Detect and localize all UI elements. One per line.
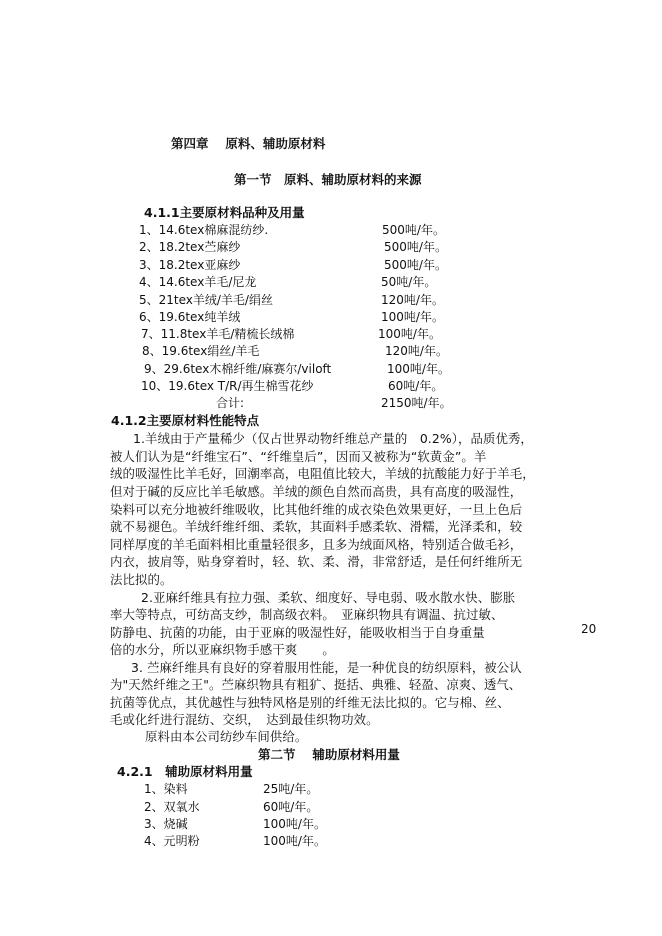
paragraph-line: 1.羊绒由于产量稀少（仅占世界动物纤维总产量的 0.2%），品质优秀， bbox=[133, 431, 533, 446]
paragraph-line: 内衣，披肩等，贴身穿着时，轻、软、柔、滑，非常舒适，是任何纤维所无 bbox=[110, 554, 523, 569]
sub411-title: 4.1.1主要原材料品种及用量 bbox=[144, 205, 305, 220]
paragraph-line: 防静电、抗菌的功能，由于亚麻的吸湿性好，能吸收相当于自身重量 bbox=[110, 625, 485, 640]
paragraph-line: 绒的吸湿性比羊毛好，回潮率高，电阻值比较大，羊绒的抗酸能力好于羊毛， bbox=[110, 466, 535, 481]
paragraph-line: 3. 苎麻纤维具有良好的穿着服用性能，是一种优良的纺织原料，被公认 bbox=[131, 660, 522, 675]
chapter-title: 第四章 原料、辅助原材料 bbox=[171, 136, 326, 151]
material-name: 5、21tex羊绒/羊毛/绢丝 bbox=[139, 293, 273, 307]
total-label: 合计: bbox=[216, 396, 245, 410]
aux-material-amount: 100吨/年。 bbox=[263, 817, 326, 831]
aux-material-name: 2、双氧水 bbox=[144, 800, 200, 814]
paragraph-line: 同样厚度的羊毛面料相比重量轻很多，且多为绒面风格，特别适合做毛衫， bbox=[110, 537, 523, 552]
material-name: 7、11.8tex羊毛/精梳长绒棉 bbox=[141, 327, 295, 341]
material-amount: 100吨/年。 bbox=[387, 362, 450, 376]
material-name: 10、19.6tex T/R/再生棉雪花纱 bbox=[141, 379, 314, 393]
aux-material-name: 1、染料 bbox=[144, 782, 188, 796]
material-amount: 500吨/年。 bbox=[384, 258, 447, 272]
material-name: 8、19.6tex绢丝/羊毛 bbox=[142, 344, 260, 358]
aux-material-name: 4、元明粉 bbox=[144, 834, 200, 848]
material-name: 4、14.6tex羊毛/尼龙 bbox=[139, 275, 257, 289]
aux-material-name: 3、烧碱 bbox=[144, 817, 188, 831]
material-amount: 50吨/年。 bbox=[381, 275, 437, 289]
material-amount: 500吨/年。 bbox=[382, 223, 445, 237]
material-amount: 120吨/年。 bbox=[381, 293, 444, 307]
total-amount: 2150吨/年。 bbox=[381, 396, 452, 410]
paragraph-line: 法比拟的。 bbox=[110, 572, 173, 587]
paragraph-line: 就不易褪色。羊绒纤维纤细、柔软，其面料手感柔软、滑糯，光泽柔和，较 bbox=[110, 519, 523, 534]
section1-title: 第一节 原料、辅助原材料的来源 bbox=[234, 172, 422, 187]
sub412-title: 4.1.2主要原材料性能特点 bbox=[111, 413, 260, 428]
aux-material-amount: 60吨/年。 bbox=[263, 800, 319, 814]
section2-title: 第二节 辅助原材料用量 bbox=[258, 747, 400, 762]
paragraph-line: 染料可以充分地被纤维吸收，比其他纤维的成衣染色效果更好，一旦上色后 bbox=[110, 502, 523, 517]
sub421-title: 4.2.1 辅助原材料用量 bbox=[117, 764, 253, 779]
material-amount: 100吨/年。 bbox=[381, 310, 444, 324]
material-name: 2、18.2tex苎麻纱 bbox=[139, 240, 241, 254]
aux-material-amount: 25吨/年。 bbox=[263, 782, 319, 796]
paragraph-line: 被人们认为是“纤维宝石”、“纤维皇后”，因而又被称为“软黄金”。羊 bbox=[110, 449, 487, 464]
material-amount: 100吨/年。 bbox=[378, 327, 441, 341]
paragraph-line: 抗菌等优点，其优越性与独特风格是别的纤维无法比拟的。它与棉、丝、 bbox=[110, 695, 510, 710]
paragraph-line: 2.亚麻纤维具有拉力强、柔软、细度好、导电弱、吸水散水快、膨胀 bbox=[141, 590, 516, 605]
material-name: 1、14.6tex棉麻混纺纱. bbox=[139, 223, 269, 237]
material-name: 3、18.2tex亚麻纱 bbox=[139, 258, 241, 272]
material-name: 6、19.6tex纯羊绒 bbox=[139, 310, 241, 324]
material-amount: 120吨/年。 bbox=[385, 344, 448, 358]
material-amount: 500吨/年。 bbox=[384, 240, 447, 254]
material-name: 9、29.6tex木棉纤维/麻赛尔/viloft bbox=[144, 362, 332, 376]
aux-material-amount: 100吨/年。 bbox=[263, 834, 326, 848]
page-number: 20 bbox=[581, 622, 597, 636]
paragraph-line: 为"天然纤维之王"。苎麻织物具有粗犷、挺括、典雅、轻盈、凉爽、透气、 bbox=[110, 677, 522, 692]
paragraph-line: 倍的水分，所以亚麻织物手感干爽 。 bbox=[110, 642, 335, 657]
paragraph-line: 但对于碱的反应比羊毛敏感。羊绒的颜色自然而高贵，具有高度的吸湿性， bbox=[110, 484, 523, 499]
paragraph-line: 率大等特点，可纺高支纱，制高级衣料。 亚麻织物具有调温、抗过敏、 bbox=[110, 607, 504, 622]
material-amount: 60吨/年。 bbox=[388, 379, 444, 393]
supply-note: 原料由本公司纺纱车间供给。 bbox=[145, 729, 308, 744]
paragraph-line: 毛或化纤进行混纺、交织， 达到最佳织物功效。 bbox=[110, 712, 379, 727]
